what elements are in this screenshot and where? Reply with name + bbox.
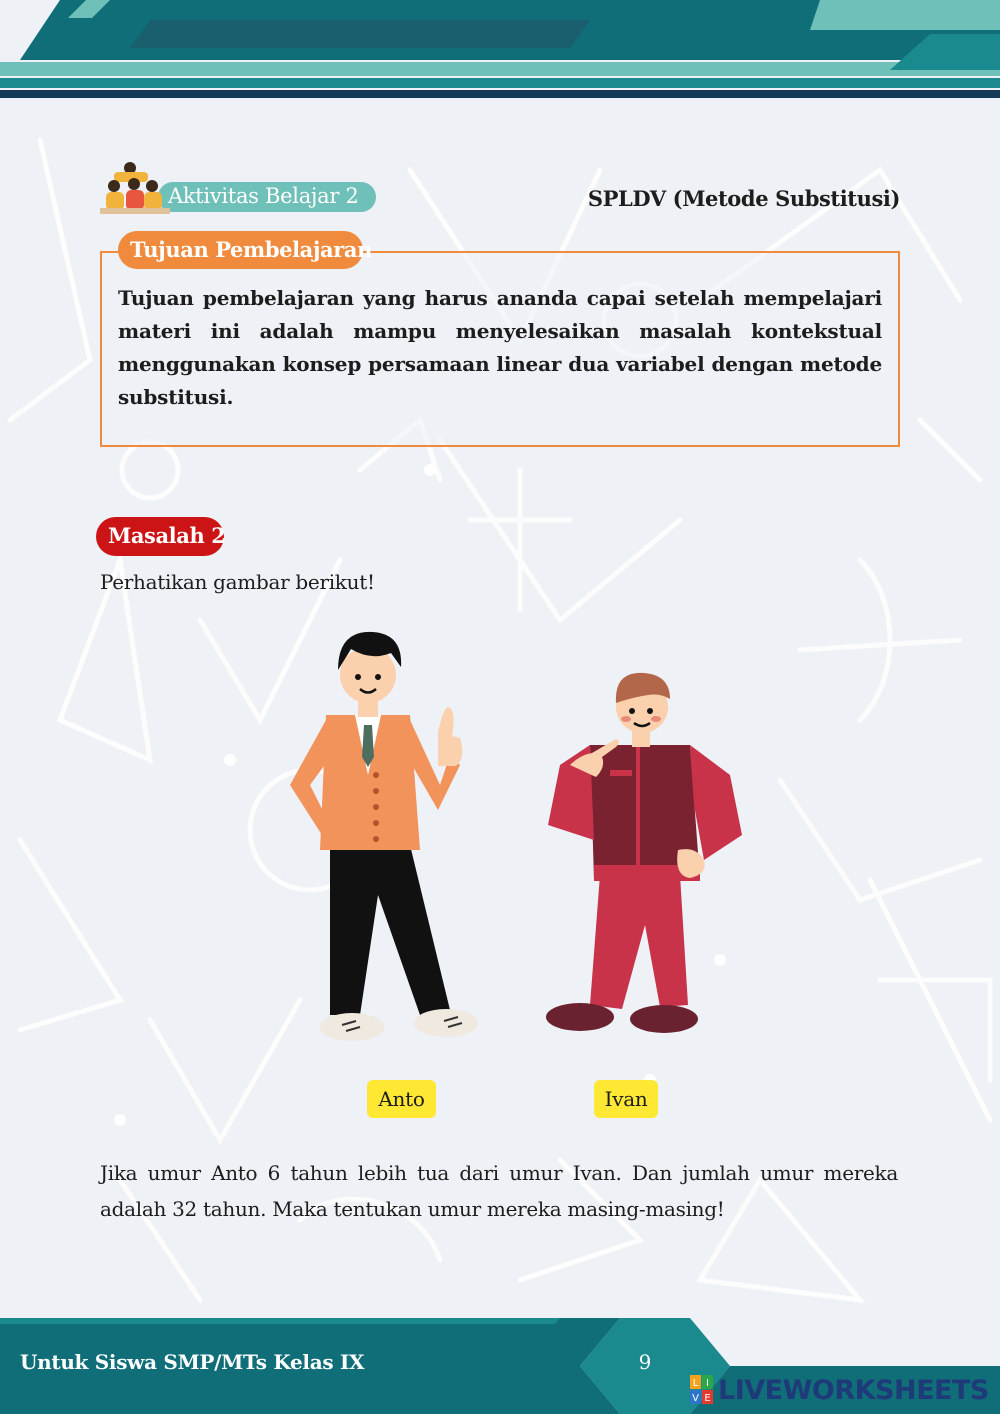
objective-tag (118, 231, 373, 269)
problem-tag (96, 517, 224, 556)
logo-letter: E (704, 1393, 711, 1404)
character-label-ivan: Ivan (594, 1080, 658, 1118)
logo-letter: L (692, 1378, 699, 1389)
anto-figure (290, 632, 478, 1041)
ivan-figure (546, 673, 742, 1033)
topic-title: SPLDV (Metode Substitusi) (587, 186, 900, 211)
students-group-icon (100, 160, 170, 214)
problem-tag-label: Masalah 2 (108, 523, 226, 548)
activity-label: Aktivitas Belajar 2 (168, 184, 359, 208)
watermark (690, 1372, 989, 1408)
logo-letter: I (706, 1378, 709, 1389)
objective-tag-label: Tujuan Pembelajaran (130, 237, 373, 262)
characters-illustration (260, 625, 760, 1065)
activity-badge (100, 180, 376, 212)
liveworksheets-logo-icon (690, 1375, 714, 1405)
header-decoration (0, 0, 1000, 100)
watermark-text: LIVEWORKSHEETS (718, 1374, 989, 1406)
objective-text: Tujuan pembelajaran yang harus ananda capai setelah mempelajari materi ini adalah mampu menyelesaikan masalah kontekstual menggunakan konsep persamaan linear dua variabel dengan metode substitusi. (118, 286, 882, 409)
page-number: 9 (638, 1350, 652, 1374)
problem-question: Jika umur Anto 6 tahun lebih tua dari umur Ivan. Dan jumlah umur mereka adalah 32 tahun. Maka tentukan umur mereka masing-masing! (100, 1161, 898, 1221)
footer-audience: Untuk Siswa SMP/MTs Kelas IX (20, 1350, 365, 1374)
character-label-anto: Anto (367, 1080, 436, 1118)
instruction-text: Perhatikan gambar berikut! (100, 570, 375, 594)
logo-letter: V (692, 1393, 699, 1404)
